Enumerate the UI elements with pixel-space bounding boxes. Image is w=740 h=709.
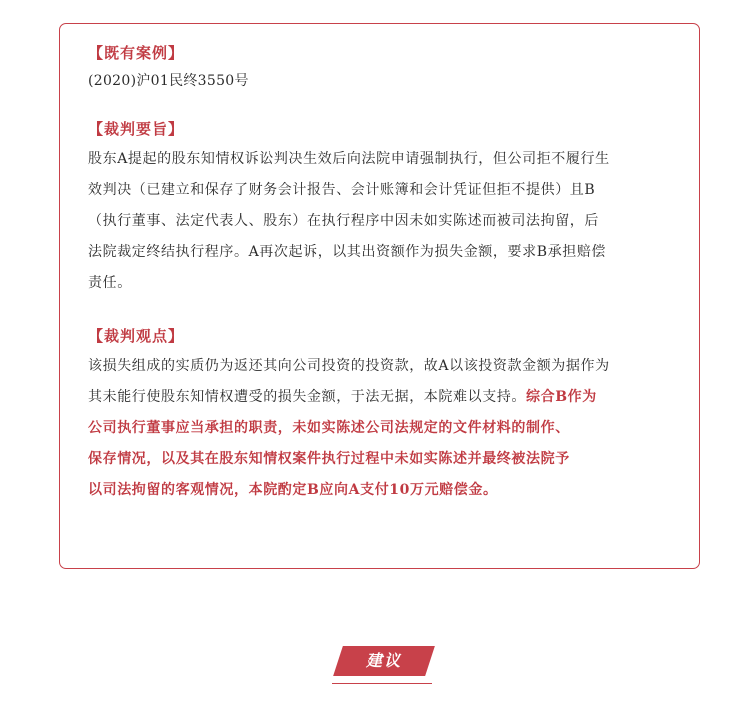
existing-case-heading: 【既有案例】	[88, 44, 185, 62]
gist-line: 责任。	[88, 275, 132, 291]
view-line-normal: 其未能行使股东知情权遭受的损失金额，于法无据，本院难以支持。	[88, 389, 526, 405]
view-highlight-line: 公司执行董事应当承担的职责，未如实陈述公司法规定的文件材料的制作、	[88, 420, 570, 436]
suggestion-label: 建议	[365, 651, 402, 670]
gist-line: 法院裁定终结执行程序。A再次起诉，以其出资额作为损失金额，要求B承担赔偿	[88, 244, 606, 260]
suggestion-underline	[332, 683, 432, 684]
gist-line: 股东A提起的股东知情权诉讼判决生效后向法院申请强制执行，但公司拒不履行生	[88, 151, 610, 167]
view-highlight-line: 以司法拘留的客观情况，本院酌定B应向A支付10万元赔偿金。	[88, 482, 498, 498]
case-summary-box	[59, 23, 700, 569]
view-line-highlight: 综合B作为	[526, 389, 597, 405]
view-line	[88, 382, 673, 413]
gist-line: 效判决（已建立和保存了财务会计报告、会计账簿和会计凭证但拒不提供）且B	[88, 182, 596, 198]
gist-line: （执行董事、法定代表人、股东）在执行程序中因未如实陈述而被司法拘留，后	[88, 213, 599, 229]
judgment-view-text	[88, 351, 673, 506]
judgment-gist-heading: 【裁判要旨】	[88, 120, 185, 138]
judgment-view-heading: 【裁判观点】	[88, 327, 185, 345]
judgment-gist-text	[88, 144, 673, 299]
suggestion-section-title	[332, 646, 432, 686]
view-line: 该损失组成的实质仍为返还其向公司投资的投资款，故A以该投资款金额为据作为	[88, 358, 610, 374]
case-number: (2020)沪01民终3550号	[88, 73, 249, 89]
view-highlight-line: 保存情况，以及其在股东知情权案件执行过程中未如实陈述并最终被法院予	[88, 451, 570, 467]
